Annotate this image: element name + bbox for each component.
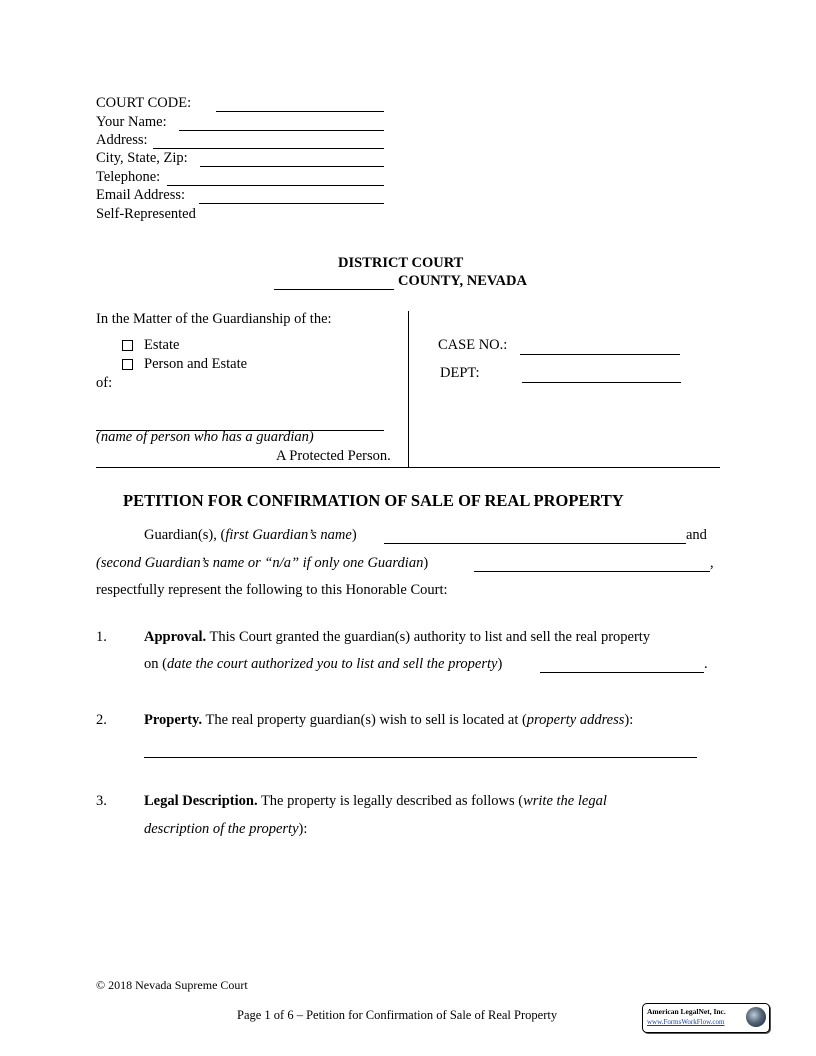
item-1-text <box>144 629 650 646</box>
email-label: Email Address: <box>96 187 186 203</box>
caption-divider <box>408 311 409 467</box>
telephone-field[interactable] <box>167 185 384 186</box>
copyright: © 2018 Nevada Supreme Court <box>96 978 248 992</box>
respectfully-line: respectfully represent the following to this Honorable Court: <box>96 582 448 598</box>
dept-field[interactable] <box>522 382 681 383</box>
district-court-heading: DISTRICT COURT <box>338 255 464 271</box>
address-label: Address: <box>96 132 148 148</box>
matter-label: In the Matter of the Guardianship of the: <box>96 311 332 327</box>
logo-company-name: American LegalNet, Inc. <box>647 1007 726 1016</box>
property-text: The real property guardian(s) wish to sell is located at ( <box>202 712 527 728</box>
item-2-number: 2. <box>96 712 107 728</box>
petition-title: PETITION FOR CONFIRMATION OF SALE OF REAL PROPERTY <box>123 491 624 510</box>
second-guardian-close-paren: ) <box>423 555 429 571</box>
item-2-text <box>144 712 633 729</box>
legal-description-hint: write the legal <box>523 793 607 809</box>
caption-bottom-rule <box>96 467 720 468</box>
city-state-zip-label: City, State, Zip: <box>96 150 188 166</box>
approval-text: This Court granted the guardian(s) authority to list and sell the real property <box>206 629 651 645</box>
and-label: and <box>686 527 707 543</box>
self-represented-label: Self-Represented <box>96 206 196 222</box>
first-guardian-close-paren: ) <box>351 527 357 543</box>
legal-description-heading: Legal Description. <box>144 793 258 809</box>
legal-description-close: ): <box>298 821 308 837</box>
city-state-zip-field[interactable] <box>200 166 384 167</box>
email-field[interactable] <box>199 203 384 204</box>
of-label: of: <box>96 375 113 391</box>
approval-date-close-paren: ) <box>497 656 503 672</box>
county-nevada-heading: COUNTY, NEVADA <box>398 273 527 289</box>
american-legalnet-logo[interactable] <box>642 1003 770 1033</box>
your-name-label: Your Name: <box>96 114 167 130</box>
second-guardian-name-field[interactable] <box>474 571 710 572</box>
dept-label: DEPT: <box>440 365 480 381</box>
guardians-prefix: Guardian(s), ( <box>144 527 226 543</box>
person-and-estate-checkbox[interactable] <box>122 359 133 370</box>
property-heading: Property. <box>144 712 203 728</box>
case-no-field[interactable] <box>520 354 680 355</box>
address-field[interactable] <box>153 148 384 149</box>
telephone-label: Telephone: <box>96 169 161 185</box>
approval-date-prefix: on ( <box>144 656 167 672</box>
protected-person-label: A Protected Person. <box>276 448 391 464</box>
approval-heading: Approval. <box>144 629 207 645</box>
approval-date-hint: date the court authorized you to list and sell the property <box>166 656 498 672</box>
item-1-line-2 <box>144 656 502 673</box>
legal-description-hint-2: description of the property <box>144 821 299 837</box>
legal-description-text: The property is legally described as follows ( <box>257 793 524 809</box>
intro-line-2 <box>96 555 428 572</box>
item-3-text <box>144 793 607 810</box>
person-and-estate-option-label: Person and Estate <box>144 356 248 372</box>
estate-option-label: Estate <box>144 337 180 353</box>
item-3-number: 3. <box>96 793 107 809</box>
approval-period: . <box>704 656 708 672</box>
court-code-label: COURT CODE: <box>96 95 192 111</box>
page-info: Page 1 of 6 – Petition for Confirmation of Sale of Real Property <box>237 1008 558 1022</box>
first-guardian-name-field[interactable] <box>384 543 686 544</box>
name-hint: (name of person who has a guardian) <box>96 429 314 445</box>
estate-checkbox[interactable] <box>122 340 133 351</box>
approval-date-field[interactable] <box>540 672 704 673</box>
property-address-field[interactable] <box>144 757 697 758</box>
comma: , <box>710 555 714 571</box>
case-no-label: CASE NO.: <box>438 337 508 353</box>
logo-website-link[interactable]: www.FormsWorkFlow.com <box>647 1018 725 1026</box>
second-guardian-hint: (second Guardian’s name or “n/a” if only one Guardian <box>96 555 424 571</box>
first-guardian-hint: first Guardian’s name <box>225 527 352 543</box>
court-code-field[interactable] <box>216 111 384 112</box>
intro-line-1 <box>144 527 357 544</box>
item-1-number: 1. <box>96 629 107 645</box>
globe-icon <box>746 1007 766 1027</box>
your-name-field[interactable] <box>179 130 384 131</box>
item-3-line-2 <box>144 821 307 838</box>
county-field[interactable] <box>274 289 394 290</box>
property-close: ): <box>624 712 634 728</box>
property-address-hint: property address <box>526 712 625 728</box>
